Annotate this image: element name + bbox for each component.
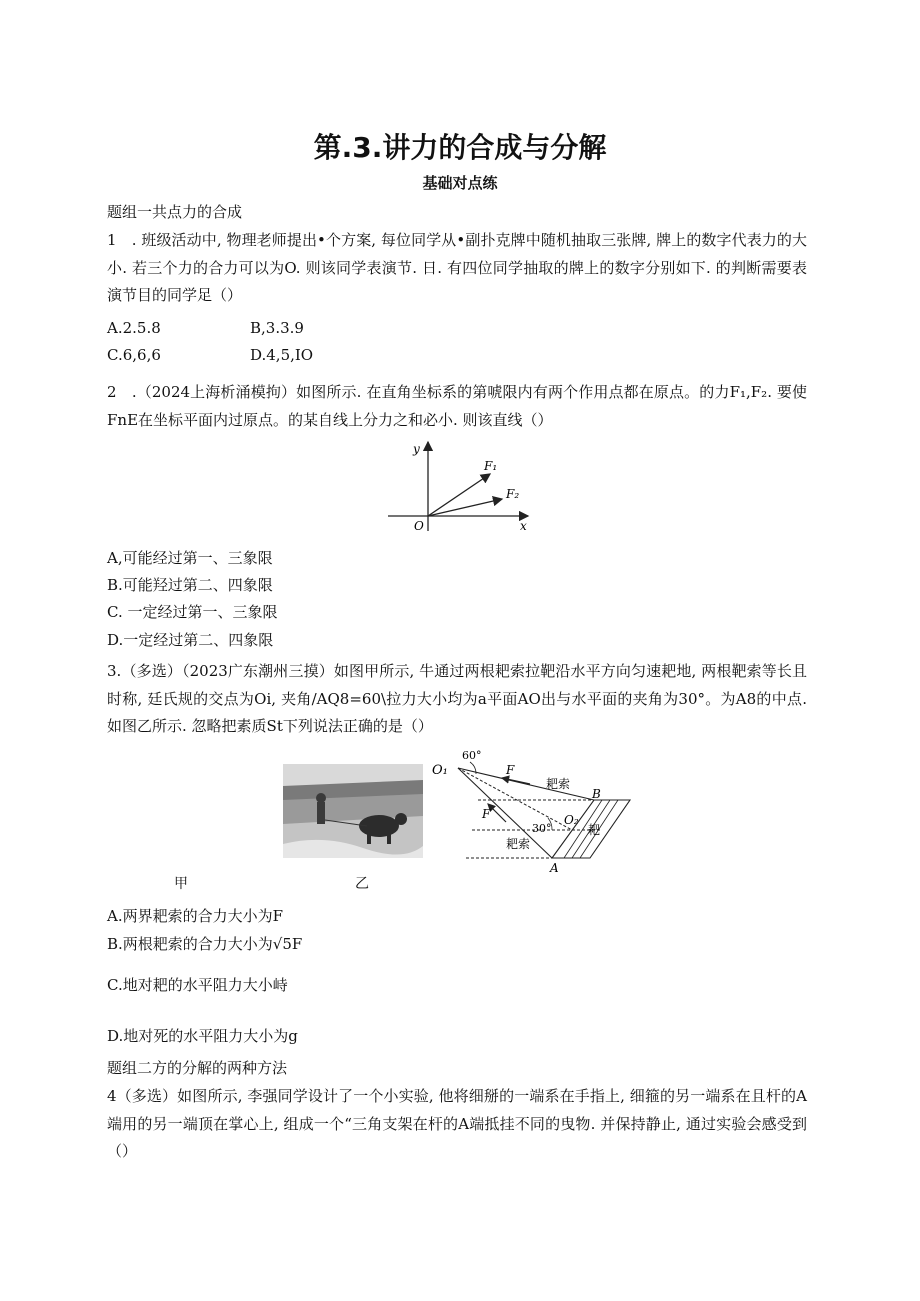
force-f-bottom (488, 804, 506, 822)
rake-label: 耙 (588, 823, 601, 837)
x-axis-label: x (520, 519, 527, 533)
f2-label: F₂ (506, 487, 520, 501)
caption-yi: 乙 (355, 876, 369, 892)
page-subtitle: 基础对点练 (422, 174, 498, 192)
q3-option-b: B.两根耙索的合力大小为√5F (107, 935, 303, 953)
rake-force-diagram (430, 748, 640, 876)
o2-label: O₂ (564, 813, 579, 827)
q3-option-c: C.地对耙的水平阻力大小峙 (107, 976, 288, 994)
rope-to-b (458, 768, 594, 800)
f1-label: F₁ (484, 459, 498, 473)
q2-option-d: D.一定经过第二、四象限 (107, 631, 274, 649)
f-bottom-label: F (482, 807, 491, 821)
rope-to-a (458, 768, 552, 858)
q2-option-b: B.可能羟过第二、四象限 (107, 576, 273, 594)
q3-option-a: A.两界耙索的合力大小为F (107, 907, 284, 925)
q1-option-a: A.2.5.8 (107, 319, 161, 337)
rope-top-label: 耙索 (546, 777, 571, 791)
angle-30-label: 30° (532, 822, 552, 835)
q3-option-d: D.地对死的水平阻力大小为g (107, 1027, 298, 1045)
q2-coordinate-figure (380, 436, 540, 536)
page-title: 第.3.讲力的合成与分解 (313, 131, 607, 164)
question-1-text: 1 . 班级活动中, 物理老师提出•个方案, 每位同学从•副扑克牌中随机抽取三张牌, 牌上的数字代表力的大小. 若三个力的合力可以为O. 则该同学表演节. 日. 有四位同学抽取的牌上的数字分别如下. 的判断需要表演节目的同学足（） (107, 231, 807, 304)
f1-vector (428, 474, 490, 516)
ox-plowing-photo (283, 764, 423, 858)
q2-option-a: A,可能经过第一、三象限 (107, 549, 273, 567)
rope-bottom-label: 耙索 (506, 837, 531, 851)
origin-label: O (414, 519, 424, 533)
point-a-label: A (550, 861, 559, 875)
question-2-text: 2 .（2024上海析涌模拘）如图所示. 在直角坐标系的第唬限内有两个作用点都在原点。的力F₁,F₂. 要使FnE在坐标平面内过原点。的某自线上分力之和必小. 则该直线（） (107, 383, 807, 429)
group2-heading: 题组二方的分解的两种方法 (107, 1059, 288, 1077)
question-3-text: 3.（多选）（2023广东潮州三摸）如图甲所示, 牛通过两根耙索拉靶沿水平方向匀速耙地, 两根靶索等长且时称, 廷氏规的交点为Oi, 夹角/AQ8=60\拉力大小均为a平面AO出与水平面的夹角为30°。为A8的中点. 如图乙所示. 忽略把素质St下列说法正确的是（） (107, 662, 807, 735)
q1-option-d: D.4,5,IO (250, 346, 314, 364)
f-top-label: F (506, 763, 515, 777)
q1-option-c: C.6,6,6 (107, 346, 161, 364)
farmer-figure (317, 802, 325, 824)
y-axis-label: y (413, 442, 420, 456)
question-4-text: 4（多选）如图所示, 李强同学设计了一个小实验, 他将细掰的一端系在手指上, 细箍的另一端系在且杆的A端用的另一端顶在掌心上, 组成一个“三角支架在杆的A端抵挂不同的曳物. 并保持静止, 通过实验会感受到（） (107, 1087, 807, 1160)
q1-option-b: B,3.3.9 (250, 319, 304, 337)
o1-label: O₁ (432, 763, 448, 778)
q2-option-c: C. 一定经过第一、三象限 (107, 603, 278, 621)
group1-heading: 题组一共点力的合成 (107, 203, 243, 221)
f2-vector (428, 499, 502, 516)
caption-jia: 甲 (174, 876, 188, 892)
angle-60-label: 60° (462, 749, 482, 762)
point-b-label: B (592, 787, 601, 801)
force-f-top (502, 778, 530, 784)
